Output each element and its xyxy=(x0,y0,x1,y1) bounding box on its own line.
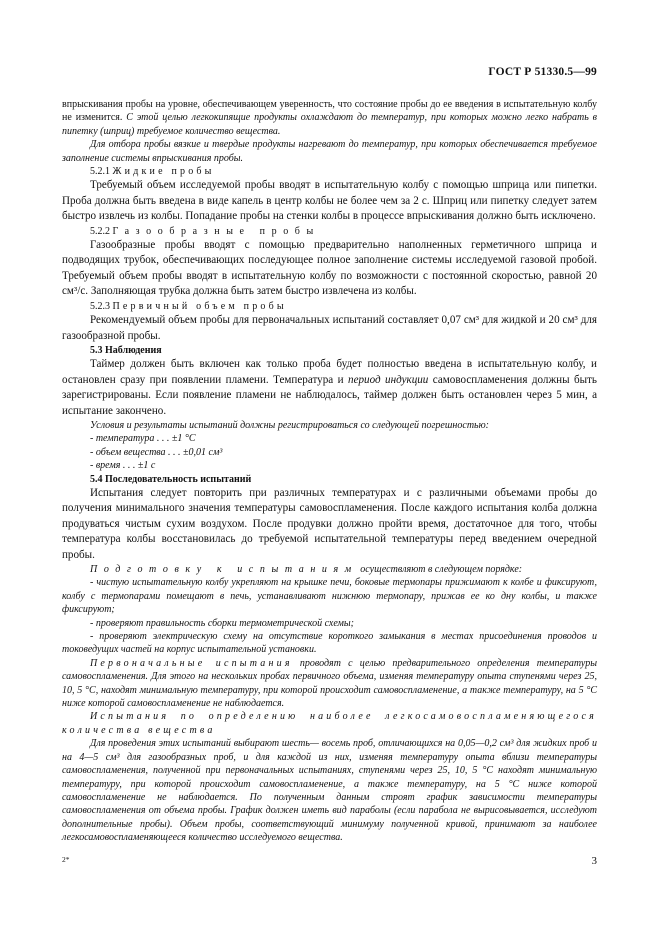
paragraph-error-conditions: Условия и результаты испытаний должны регистрироваться со следующей погрешностью: xyxy=(90,419,489,431)
subheading-most-ignitable-quantity: Испытания по определению наиболее легкосамовоспламеняющегося количества вещества xyxy=(62,711,597,736)
section-heading-5-2-3: 5.2.3 Первичный объем пробы xyxy=(90,300,287,312)
paragraph-most-ignitable-procedure: Для проведения этих испытаний выбирают шесть— восемь проб, отличающихся на 0,05—0,2 см³ для жидких проб и на 4—5 см³ для газообразных проб, и для каждой из них, изменяя температуру опыта вблизи температуры самовоспламенения, полученной при первоначальных испытаниях, ступенями через 25, 10, 5 °С находят минимальную температуру, при которой происходит самовоспламенение, а также температуру, на 5 °С ниже которой самовоспламенение не наблюдается. По полученным данным строят график зависимости температуры самовоспламенения от объема пробы. График должен иметь вид параболы (если парабола не вырисовывается, исследуют дополнительные пробы). Объем пробы, соответствующий минимуму полученной кривой, принимают за наиболее легкосамовоспламеняющееся количество исследуемого вещества. xyxy=(62,738,597,844)
list-item-temperature: - температура . . . ±1 °С xyxy=(90,433,196,445)
paragraph-initial-tests: Первоначальные испытания проводят с целью предварительного определения температуры самовоспламенения. Для этого на нескольких пробах первичного объема, изменяя температуру опыта ступенями через 25, 10, 5 °С, находят минимальную температуру, при которой происходит самовоспламенение, а также температуру, на 5 °С ниже которой самовоспламенение не наблюдается. xyxy=(62,657,597,710)
paragraph-initial-volume: Рекомендуемый объем пробы для первоначальных испытаний составляет 0,07 см³ для жидкой и 20 см³ для газообразной пробы. xyxy=(62,314,597,342)
paragraph-test-sequence: Испытания следует повторить при различных температурах и с различными объемами пробы до получения минимального значения температуры самовоспламенения. После каждого испытания колба должна продуваться чистым сухим воздухом. После продувки должно пройти время, достаточное для того, чтобы температура колбы восстановилась до требуемой испытательной температуры перед введением очередной пробы. xyxy=(62,486,597,561)
section-heading-5-2-2: 5.2.2 Газообразные пробы xyxy=(90,225,320,237)
section-heading-5-3: 5.3 Наблюдения xyxy=(90,344,162,356)
list-item-flask-mounting: - чистую испытательную колбу укрепляют на крышке печи, боковые термопары прижимают к колбе и фиксируют, колбу с термопарами помещают в печь, устанавливают нижнюю термопару, прижав ее ко дну колбы, и также фиксируют; xyxy=(62,577,597,616)
list-item-time: - время . . . ±1 с xyxy=(90,460,156,472)
page-number: 3 xyxy=(591,855,597,867)
paragraph-continuation: впрыскивания пробы на уровне, обеспечивающем уверенность, что состояние пробы до ее введения в испытательную колбу не изменится. С этой целью легкокипящие продукты охлаждают до температур, при которых можно легко набрать в пипетку (шприц) требуемое количество вещества. xyxy=(62,99,597,137)
footer-sheet-mark: 2* xyxy=(62,855,70,864)
paragraph-viscous-samples: Для отбора пробы вязкие и твердые продукты нагревают до температур, при которых обеспечивается требуемое заполнение системы впрыскивания пробы. xyxy=(62,139,597,164)
list-item-volume: - объем вещества . . . ±0,01 см³ xyxy=(90,446,223,458)
section-heading-5-2-1: 5.2.1 Жидкие пробы xyxy=(90,166,215,178)
document-header: ГОСТ Р 51330.5—99 xyxy=(488,66,597,78)
paragraph-gas-samples: Газообразные пробы вводят с помощью предварительно наполненных герметичного шприца и подводящих трубок, обеспечивающих последующее полное заполнение системы исследуемой газовой пробой. Требуемый объем пробы вводят в испытательную колбу по возможности с постоянной скоростью, равной 20 см³/с. Заполняющая трубка должна быть затем быстро извлечена из колбы. xyxy=(62,239,597,298)
paragraph-preparation: Подготовку к испытаниям осуществляют в следующем порядке: xyxy=(90,564,523,575)
list-item-electrical-check: - проверяют электрическую схему на отсутствие короткого замыкания в местах присоединения проводов и токоведущих частей на корпус испытательной установки. xyxy=(62,631,597,656)
section-heading-5-4: 5.4 Последовательность испытаний xyxy=(90,473,252,485)
paragraph-liquid-samples: Требуемый объем исследуемой пробы вводят в испытательную колбу с помощью шприца или пипетки. Проба должна быть введена в виде капель в центр колбы не более чем за 2 с. Шприц или пипетку следует затем быстро извлечь из колбы. Попадание пробы на стенки колбы в процессе впрыскивания должно быть исключено. xyxy=(62,179,597,223)
page-body xyxy=(62,98,597,845)
paragraph-observations: Таймер должен быть включен как только проба будет полностью введена в испытательную колбу, и остановлен сразу при появлении пламени. Температура и период индукции самовоспламенения должны быть зарегистрированы. Если появление пламени не наблюдалось, таймер должен быть остановлен через 5 мин, а испытание закончено. xyxy=(62,358,597,417)
list-item-thermometric-check: - проверяют правильность сборки термометрической схемы; xyxy=(90,617,355,629)
